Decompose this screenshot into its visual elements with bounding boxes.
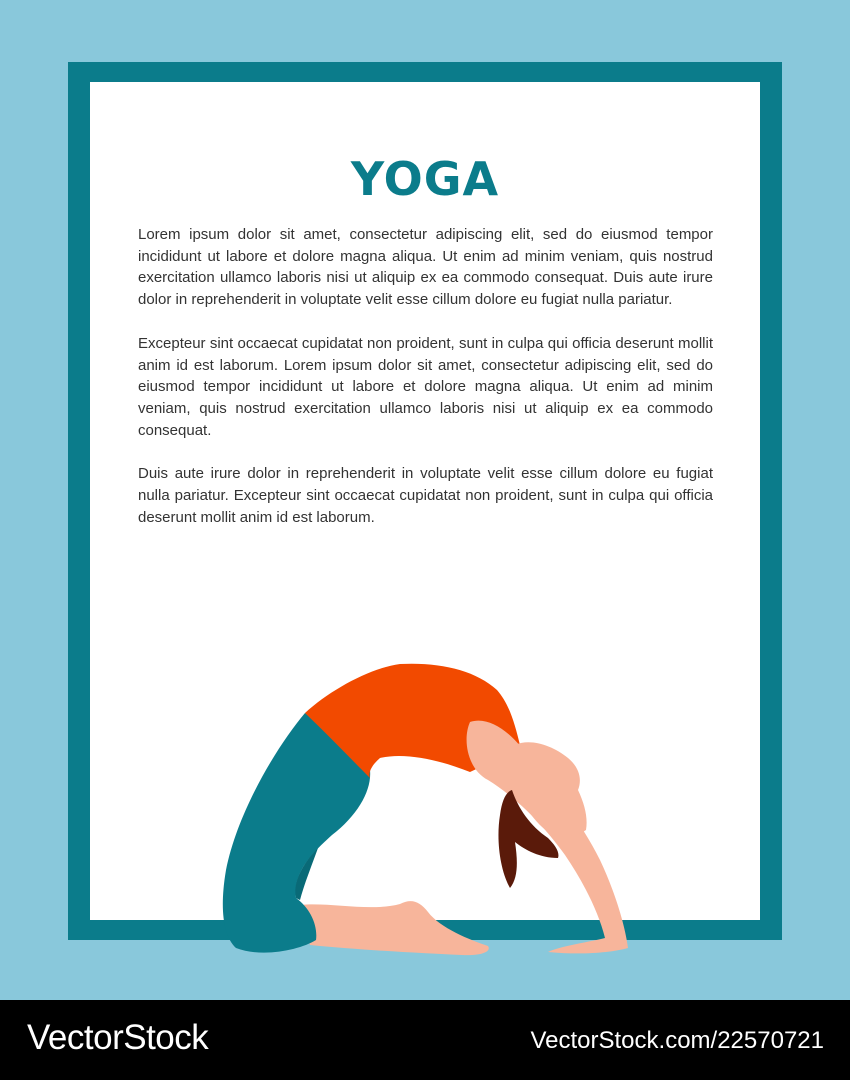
poster-body: [138, 224, 713, 550]
watermark-brand-logo: VectorStock: [27, 1018, 209, 1057]
paragraph-2: Excepteur sint occaecat cupidatat non proident, sunt in culpa qui officia deserunt mollit anim id est laborum. Lorem ipsum dolor sit amet, consectetur adipiscing elit, sed do eiusmod tempor incididunt ut labore et dolore magna aliqua. Ut enim ad minim veniam, quis nostrud exercitation ullamco laboris nisi ut aliquip ex ea commodo consequat.: [138, 334, 713, 439]
watermark-bar: [0, 1000, 850, 1080]
poster-panel: [90, 82, 760, 920]
paragraph-3: Duis aute irure dolor in reprehenderit in voluptate velit esse cillum dolore eu fugiat nulla pariatur. Excepteur sint occaecat cupidatat non proident, sunt in culpa qui officia deserunt mollit anim id est laborum.: [138, 465, 713, 526]
poster-frame: [68, 62, 782, 940]
watermark-image-id: VectorStock.com/22570721: [530, 1027, 824, 1054]
poster-title: YOGA: [350, 152, 500, 206]
paragraph-1: Lorem ipsum dolor sit amet, consectetur adipiscing elit, sed do eiusmod tempor incididunt ut labore et dolore magna aliqua. Ut enim ad minim veniam, quis nostrud exercitation ullamco laboris nisi ut aliquip ex ea commodo consequat. Duis aute irure dolor in reprehenderit in voluptate velit esse cillum dolore eu fugiat nulla pariatur.: [138, 226, 713, 309]
